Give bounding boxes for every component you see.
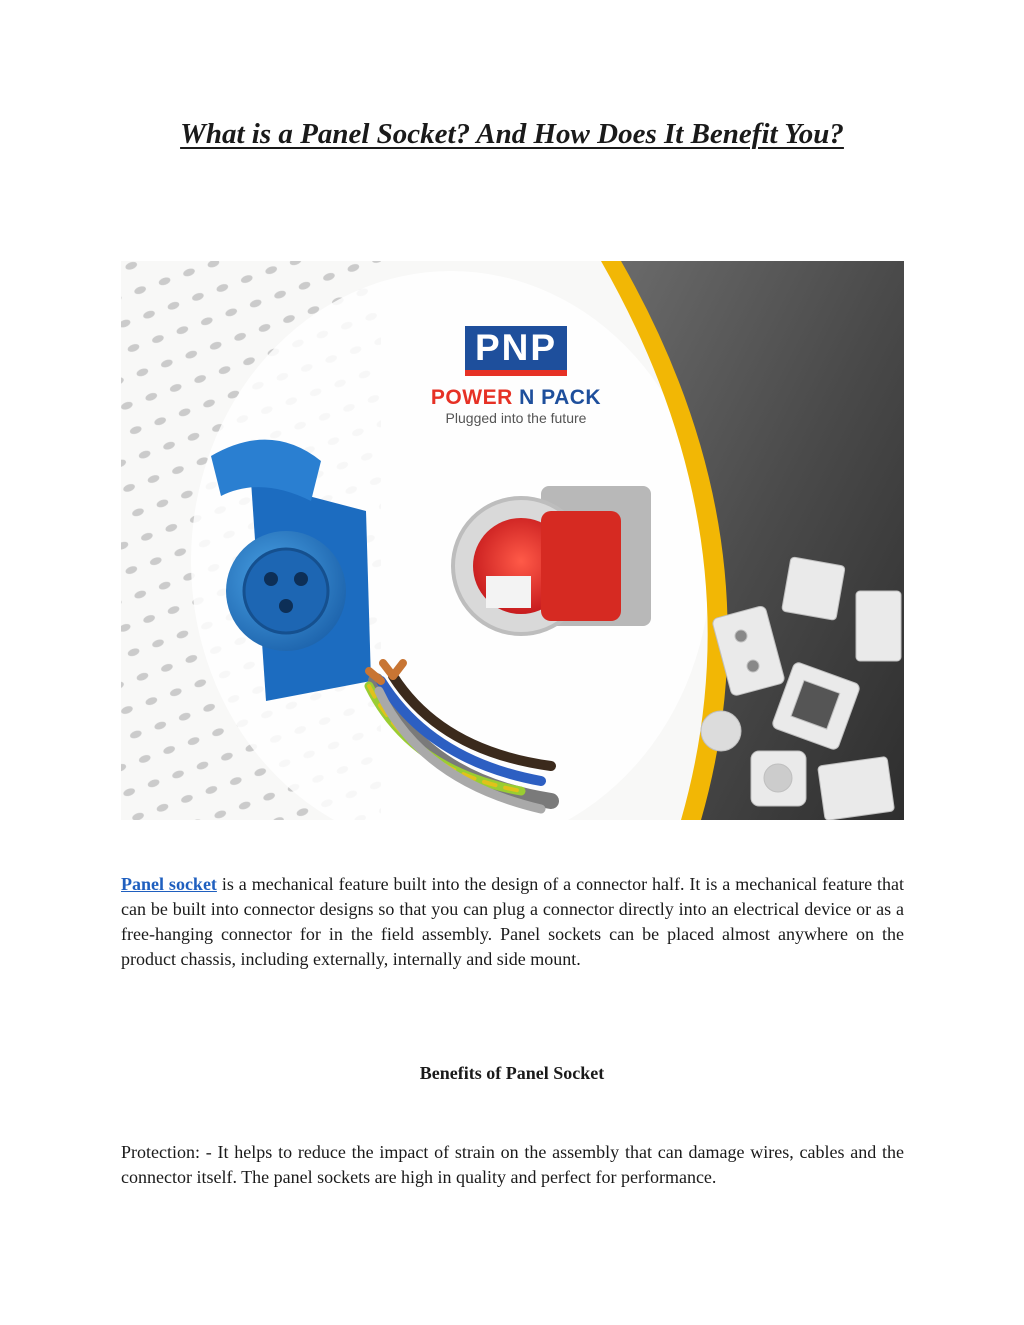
brand-name: POWER N PACK [430, 386, 602, 409]
brand-logo [411, 326, 621, 426]
intro-paragraph [121, 872, 904, 972]
intro-body: is a mechanical feature built into the design of a connector half. It is a mechanical feature that can be built into connector designs so that you can plug a connector directly into an electrical device or as a free-hanging connector for in the field assembly. Panel sockets can be placed almost anywhere on the product chassis, including externally, internally and side mount. [121, 874, 904, 969]
hero-product-image [121, 261, 904, 820]
benefits-heading: Benefits of Panel Socket [419, 1063, 605, 1083]
brand-tagline: Plugged into the future [445, 410, 587, 426]
brand-mark: PNP [465, 326, 567, 376]
protection-paragraph: Protection: - It helps to reduce the impact of strain on the assembly that can damage wires, cables and the connector itself. The panel sockets are high in quality and perfect for performance. [121, 1142, 904, 1187]
red-panel-socket [453, 486, 651, 634]
page-title: What is a Panel Socket? And How Does It Benefit You? [180, 118, 844, 150]
panel-socket-link[interactable]: Panel socket [121, 874, 217, 894]
